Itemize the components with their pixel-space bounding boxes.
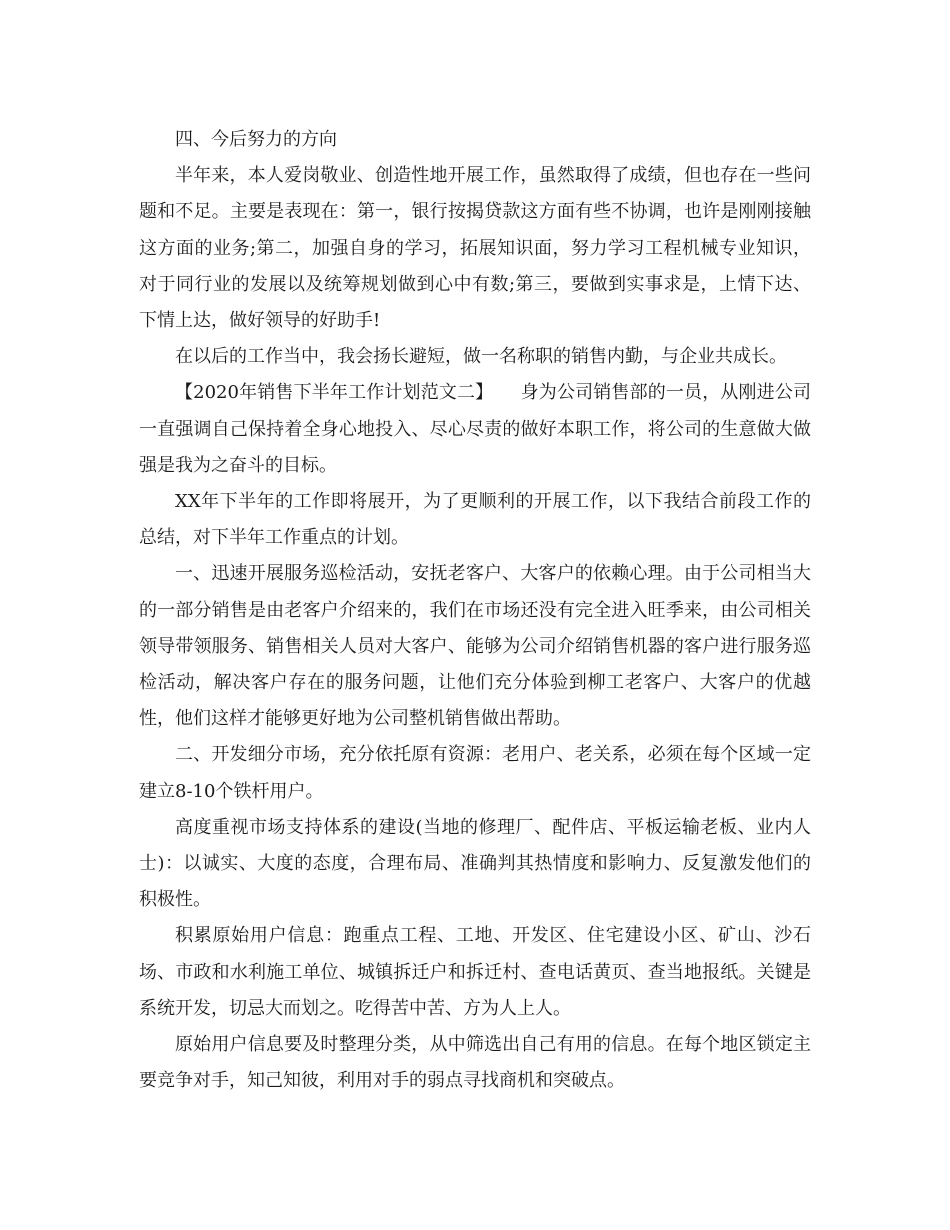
paragraph-market-support: 高度重视市场支持体系的建设(当地的修理厂、配件店、平板运输老板、业内人士)：以诚实、大度的态度，合理布局、准确判其热情度和影响力、反复激发他们的积极性。 [139,816,811,911]
paragraph-second-half-plan: XX年下半年的工作即将展开，为了更顺利的开展工作，以下我结合前段工作的总结，对下半年工作重点的计划。 [139,491,811,549]
paragraph-sample-two-intro: 【2020年销售下半年工作计划范文二】 身为公司销售部的一员，从刚进公司一直强调自己保持着全身心地投入、尽心尽责的做好本职工作，将公司的生意做大做强是我为之奋斗的目标。 [139,382,811,476]
paragraph-segment-market: 二、开发细分市场，充分依托原有资源：老用户、老关系，必须在每个区域一定建立8-10个铁杆用户。 [139,744,811,802]
paragraph-user-info: 积累原始用户信息：跑重点工程、工地、开发区、住宅建设小区、矿山、沙石场、市政和水利施工单位、城镇拆迁户和拆迁村、查电话黄页、查当地报纸。关键是系统开发，切忌大而划之。吃得苦中苦、方为人上人。 [139,925,811,1019]
paragraph-service-inspection: 一、迅速开展服务巡检活动，安抚老客户、大客户的依赖心理。由于公司相当大的一部分销售是由老客户介绍来的，我们在市场还没有完全进入旺季来，由公司相关领导带领服务、销售相关人员对大客户、能够为公司介绍销售机器的客户进行服务巡检活动，解决客户存在的服务问题，让他们充分体验到柳工老客户、大客户的优越性，他们这样才能够更好地为公司整机销售做出帮助。 [139,563,811,730]
document-body [139,122,811,1099]
paragraph-future-commitment: 在以后的工作当中，我会扬长避短，做一名称职的销售内勤，与企业共成长。 [175,346,787,368]
section-heading-future-direction: 四、今后努力的方向 [175,129,337,150]
paragraph-half-year-review: 半年来，本人爱岗敬业、创造性地开展工作，虽然取得了成绩，但也存在一些问题和不足。主要是表现在：第一，银行按揭贷款这方面有些不协调，也许是刚刚接触这方面的业务;第二，加强自身的学习，拓展知识面，努力学习工程机械专业知识，对于同行业的发展以及统筹规划做到心中有数;第三，要做到实事求是，上情下达、下情上达，做好领导的好助手! [139,165,811,332]
paragraph-info-sorting: 原始用户信息要及时整理分类，从中筛选出自己有用的信息。在每个地区锁定主要竞争对手，知己知彼，利用对手的弱点寻找商机和突破点。 [139,1034,811,1092]
